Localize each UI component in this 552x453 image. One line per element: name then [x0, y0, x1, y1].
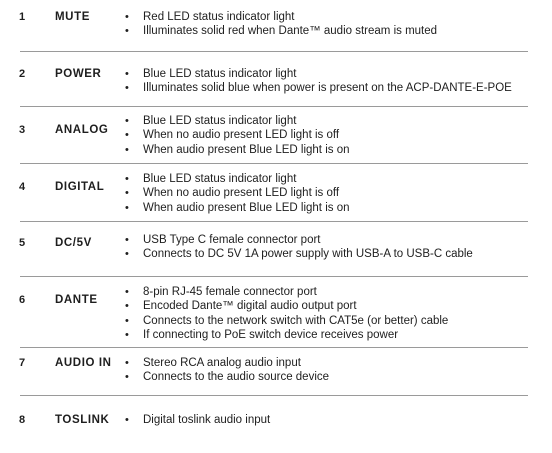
- row-divider: [20, 106, 528, 107]
- row-bullets: [125, 114, 349, 157]
- bullet-item: • Red LED status indicator light: [125, 10, 437, 24]
- row-divider: [20, 51, 528, 52]
- row-bullets: [125, 10, 437, 39]
- row-name: POWER: [55, 68, 102, 80]
- row-name: DIGITAL: [55, 181, 105, 193]
- row-bullets: [125, 67, 512, 96]
- bullet-item: • When no audio present LED light is off: [125, 186, 349, 200]
- bullet-item: • If connecting to PoE switch device receives power: [125, 328, 448, 342]
- bullet-item: • Blue LED status indicator light: [125, 67, 512, 81]
- bullet-item: • 8-pin RJ-45 female connector port: [125, 285, 448, 299]
- row-number: 3: [19, 124, 26, 136]
- row-bullets: [125, 356, 329, 385]
- row-bullets: [125, 413, 270, 427]
- bullet-item: • Digital toslink audio input: [125, 413, 270, 427]
- row-bullets: [125, 172, 349, 215]
- bullet-item: • Connects to the network switch with CAT5e (or better) cable: [125, 314, 448, 328]
- row-number: 2: [19, 68, 26, 80]
- row-name: MUTE: [55, 11, 90, 23]
- row-name: TOSLINK: [55, 414, 110, 426]
- row-divider: [20, 395, 528, 396]
- bullet-item: • Connects to the audio source device: [125, 370, 329, 384]
- row-name: DANTE: [55, 294, 98, 306]
- row-bullets: [125, 285, 448, 342]
- row-divider: [20, 347, 528, 348]
- bullet-item: • When audio present Blue LED light is on: [125, 143, 349, 157]
- bullet-item: • When no audio present LED light is off: [125, 128, 349, 142]
- row-divider: [20, 276, 528, 277]
- bullet-item: • Illuminates solid red when Dante™ audio stream is muted: [125, 24, 437, 38]
- row-divider: [20, 163, 528, 164]
- bullet-item: • Stereo RCA analog audio input: [125, 356, 329, 370]
- row-bullets: [125, 233, 473, 262]
- bullet-item: • Connects to DC 5V 1A power supply with USB-A to USB-C cable: [125, 247, 473, 261]
- row-number: 7: [19, 357, 26, 369]
- bullet-item: • Encoded Dante™ digital audio output port: [125, 299, 448, 313]
- row-number: 5: [19, 237, 26, 249]
- row-number: 1: [19, 11, 26, 23]
- row-name: DC/5V: [55, 237, 92, 249]
- row-number: 4: [19, 181, 26, 193]
- bullet-item: • When audio present Blue LED light is on: [125, 201, 349, 215]
- row-divider: [20, 221, 528, 222]
- row-name: ANALOG: [55, 124, 109, 136]
- row-number: 8: [19, 414, 26, 426]
- bullet-item: • Blue LED status indicator light: [125, 114, 349, 128]
- row-number: 6: [19, 294, 26, 306]
- row-name: AUDIO IN: [55, 357, 112, 369]
- bullet-item: • USB Type C female connector port: [125, 233, 473, 247]
- bullet-item: • Illuminates solid blue when power is present on the ACP-DANTE-E-POE: [125, 81, 512, 95]
- bullet-item: • Blue LED status indicator light: [125, 172, 349, 186]
